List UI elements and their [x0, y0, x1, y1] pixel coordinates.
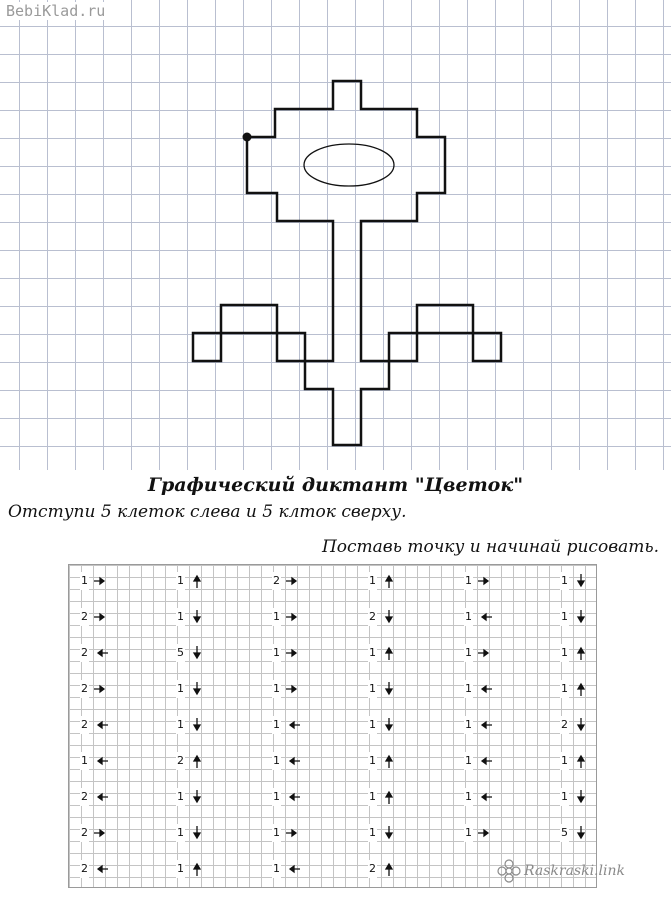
dictation-row	[69, 788, 598, 806]
dictation-row	[69, 644, 598, 662]
arrow-right-icon	[285, 608, 301, 626]
dictation-step	[73, 824, 115, 842]
step-count: 1	[464, 752, 473, 770]
step-count: 1	[368, 680, 377, 698]
dictation-step	[457, 716, 499, 734]
arrow-left-icon	[285, 860, 301, 878]
step-count: 1	[464, 608, 473, 626]
dictation-step	[361, 680, 403, 698]
arrow-up-icon	[573, 644, 589, 662]
arrow-right-icon	[285, 644, 301, 662]
arrow-down-icon	[573, 788, 589, 806]
step-count: 1	[464, 644, 473, 662]
arrow-down-icon	[573, 572, 589, 590]
arrow-down-icon	[189, 680, 205, 698]
dictation-step	[553, 608, 595, 626]
dictation-step	[73, 860, 115, 878]
step-count: 2	[80, 824, 89, 842]
step-count: 1	[368, 788, 377, 806]
step-count: 1	[272, 608, 281, 626]
dictation-row	[69, 716, 598, 734]
dictation-step	[265, 716, 307, 734]
arrow-down-icon	[573, 716, 589, 734]
arrow-down-icon	[573, 824, 589, 842]
arrow-left-icon	[477, 608, 493, 626]
arrow-left-icon	[93, 860, 109, 878]
dictation-step	[553, 716, 595, 734]
dictation-step	[265, 860, 307, 878]
dictation-step	[265, 608, 307, 626]
step-count: 1	[272, 680, 281, 698]
arrow-right-icon	[93, 680, 109, 698]
step-count: 1	[560, 680, 569, 698]
arrow-down-icon	[189, 716, 205, 734]
step-count: 1	[176, 788, 185, 806]
dictation-step	[265, 572, 307, 590]
step-count: 1	[560, 752, 569, 770]
arrow-down-icon	[381, 608, 397, 626]
step-count: 1	[368, 716, 377, 734]
dictation-step	[169, 788, 211, 806]
step-count: 1	[272, 824, 281, 842]
step-count: 1	[80, 572, 89, 590]
dictation-step	[73, 644, 115, 662]
step-count: 1	[272, 752, 281, 770]
dictation-step	[361, 644, 403, 662]
step-count: 1	[176, 572, 185, 590]
dictation-step	[169, 716, 211, 734]
dictation-step	[73, 716, 115, 734]
watermark-raskraski	[494, 858, 625, 884]
dictation-step	[553, 680, 595, 698]
step-count: 1	[560, 644, 569, 662]
dictation-step	[73, 680, 115, 698]
step-count: 2	[272, 572, 281, 590]
dictation-step	[265, 644, 307, 662]
arrow-up-icon	[573, 680, 589, 698]
step-count: 1	[272, 860, 281, 878]
arrow-right-icon	[285, 824, 301, 842]
arrow-left-icon	[477, 680, 493, 698]
dictation-step	[553, 788, 595, 806]
step-count: 1	[368, 644, 377, 662]
arrow-left-icon	[93, 752, 109, 770]
dictation-step	[169, 824, 211, 842]
arrow-right-icon	[93, 824, 109, 842]
arrow-right-icon	[285, 572, 301, 590]
step-count: 1	[464, 716, 473, 734]
dictation-step	[553, 752, 595, 770]
dictation-step	[265, 680, 307, 698]
arrow-up-icon	[381, 752, 397, 770]
arrow-up-icon	[189, 572, 205, 590]
arrow-right-icon	[477, 824, 493, 842]
dictation-step	[169, 572, 211, 590]
step-count: 2	[80, 716, 89, 734]
step-count: 2	[80, 608, 89, 626]
dictation-row	[69, 824, 598, 842]
flower-outline	[193, 81, 501, 445]
dictation-step	[361, 752, 403, 770]
instruction-start: Поставь точку и начинай рисовать.	[321, 537, 659, 557]
step-count: 1	[560, 572, 569, 590]
step-count: 1	[368, 752, 377, 770]
step-count: 2	[176, 752, 185, 770]
step-count: 5	[176, 644, 185, 662]
step-count: 2	[80, 680, 89, 698]
dictation-step	[361, 860, 403, 878]
arrow-up-icon	[189, 860, 205, 878]
step-count: 1	[176, 860, 185, 878]
dictation-step	[361, 716, 403, 734]
dictation-table	[68, 564, 597, 888]
dictation-step	[361, 608, 403, 626]
dictation-step	[553, 644, 595, 662]
arrow-left-icon	[93, 788, 109, 806]
dictation-row	[69, 680, 598, 698]
start-point	[243, 133, 252, 142]
dictation-step	[361, 572, 403, 590]
arrow-down-icon	[189, 644, 205, 662]
step-count: 2	[80, 644, 89, 662]
step-count: 1	[464, 824, 473, 842]
step-count: 1	[272, 788, 281, 806]
step-count: 1	[464, 572, 473, 590]
dictation-row	[69, 572, 598, 590]
dictation-step	[169, 860, 211, 878]
dictation-step	[553, 572, 595, 590]
dictation-step	[457, 752, 499, 770]
step-count: 1	[464, 788, 473, 806]
dictation-step	[361, 788, 403, 806]
dictation-row	[69, 608, 598, 626]
step-count: 1	[272, 716, 281, 734]
dictation-step	[457, 680, 499, 698]
page-title: Графический диктант "Цветок"	[147, 474, 524, 496]
arrow-right-icon	[93, 572, 109, 590]
dictation-step	[553, 824, 595, 842]
arrow-down-icon	[381, 680, 397, 698]
step-count: 5	[560, 824, 569, 842]
arrow-down-icon	[381, 716, 397, 734]
arrow-left-icon	[477, 716, 493, 734]
dictation-step	[169, 680, 211, 698]
step-count: 2	[368, 860, 377, 878]
step-count: 2	[560, 716, 569, 734]
dictation-step	[265, 824, 307, 842]
step-count: 1	[560, 608, 569, 626]
dictation-step	[265, 752, 307, 770]
arrow-up-icon	[381, 788, 397, 806]
arrow-up-icon	[573, 752, 589, 770]
arrow-up-icon	[189, 752, 205, 770]
step-count: 1	[464, 680, 473, 698]
arrow-right-icon	[477, 572, 493, 590]
arrow-left-icon	[285, 752, 301, 770]
step-count: 1	[560, 788, 569, 806]
watermark-raskraski-text: Raskraski.link	[524, 863, 625, 879]
arrow-left-icon	[477, 788, 493, 806]
arrow-down-icon	[189, 788, 205, 806]
dictation-step	[73, 608, 115, 626]
instruction-offset: Отступи 5 клеток слева и 5 клток сверху.	[8, 502, 407, 522]
arrow-down-icon	[189, 608, 205, 626]
step-count: 1	[272, 644, 281, 662]
arrow-left-icon	[285, 716, 301, 734]
dictation-step	[457, 788, 499, 806]
step-count: 1	[368, 824, 377, 842]
step-count: 1	[80, 752, 89, 770]
arrow-right-icon	[477, 644, 493, 662]
dictation-step	[457, 824, 499, 842]
dictation-step	[361, 824, 403, 842]
arrow-left-icon	[93, 716, 109, 734]
dictation-step	[169, 644, 211, 662]
step-count: 1	[176, 824, 185, 842]
dictation-row	[69, 752, 598, 770]
flower-center-oval	[304, 144, 394, 186]
flower-icon	[494, 858, 524, 884]
step-count: 1	[368, 572, 377, 590]
step-count: 2	[80, 860, 89, 878]
dictation-step	[457, 608, 499, 626]
dictation-step	[457, 572, 499, 590]
dictation-step	[457, 644, 499, 662]
arrow-up-icon	[381, 644, 397, 662]
step-count: 1	[176, 716, 185, 734]
dictation-step	[169, 752, 211, 770]
dictation-step	[73, 572, 115, 590]
arrow-left-icon	[93, 644, 109, 662]
arrow-up-icon	[381, 572, 397, 590]
step-count: 1	[176, 680, 185, 698]
arrow-down-icon	[573, 608, 589, 626]
arrow-left-icon	[285, 788, 301, 806]
arrow-up-icon	[381, 860, 397, 878]
step-count: 2	[368, 608, 377, 626]
arrow-down-icon	[381, 824, 397, 842]
dictation-step	[73, 788, 115, 806]
dictation-step	[265, 788, 307, 806]
arrow-down-icon	[189, 824, 205, 842]
watermark-bebiklad: BebiKlad.ru	[6, 2, 106, 20]
dictation-step	[169, 608, 211, 626]
arrow-right-icon	[93, 608, 109, 626]
step-count: 2	[80, 788, 89, 806]
arrow-left-icon	[477, 752, 493, 770]
arrow-right-icon	[285, 680, 301, 698]
step-count: 1	[176, 608, 185, 626]
dictation-step	[73, 752, 115, 770]
